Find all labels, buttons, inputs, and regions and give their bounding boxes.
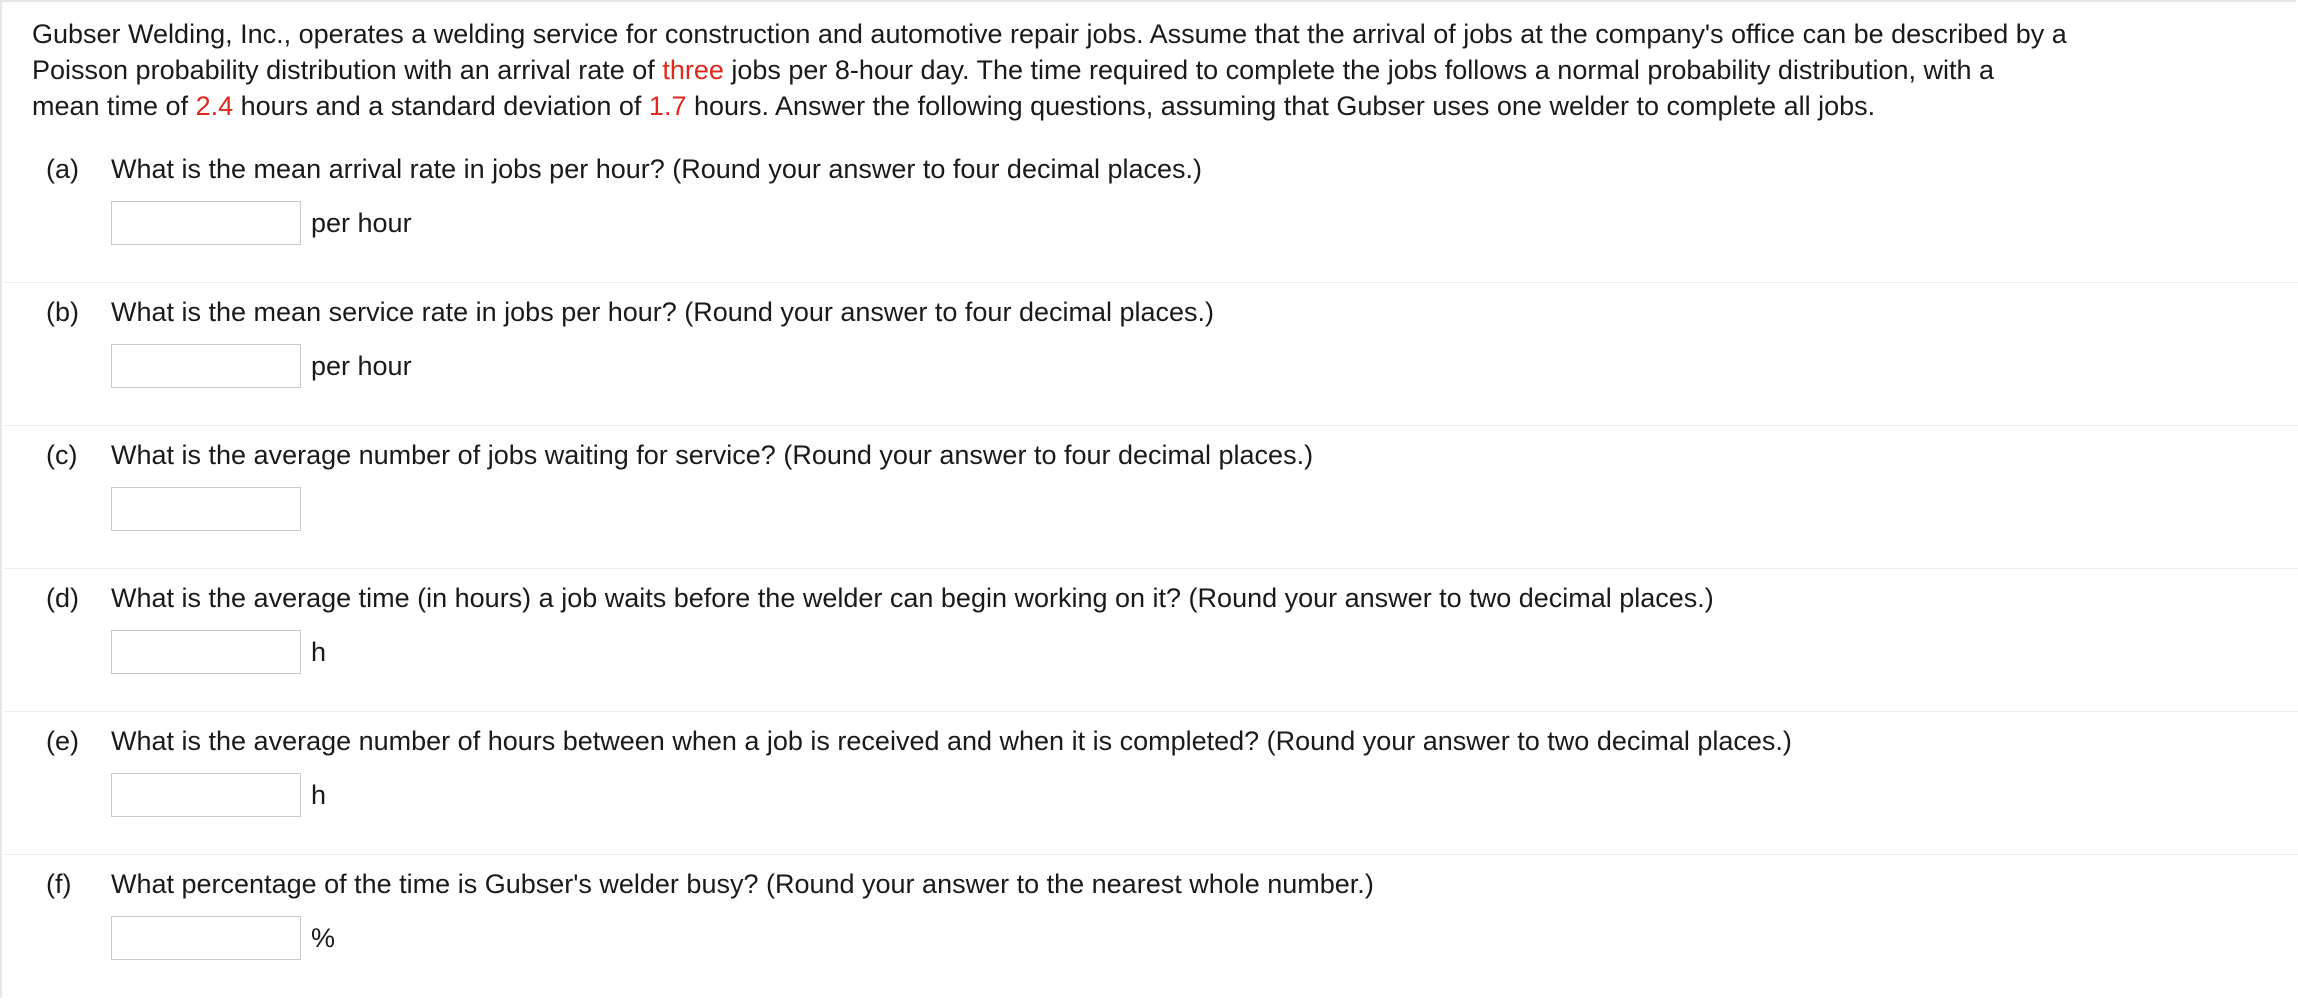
problem-text: Gubser Welding, Inc., operates a welding service for construction and automotive repair jobs. Assume that the arrival of jobs at the company's office can be described by a [32, 19, 2067, 49]
question-letter: (d) [46, 583, 79, 613]
problem-line-2 [32, 52, 2282, 88]
question-letter: (b) [46, 297, 79, 327]
std-dev-value: 1.7 [648, 91, 687, 121]
question-text: What is the average number of jobs waiting for service? (Round your answer to four decimal places.) [111, 440, 1314, 470]
question-letter: (f) [46, 869, 72, 899]
divider [4, 854, 2298, 855]
question-text: What is the mean service rate in jobs per hour? (Round your answer to four decimal places.) [111, 297, 1215, 327]
answer-input-a[interactable] [111, 201, 301, 245]
unit-label: h [311, 637, 327, 667]
answer-input-c[interactable] [111, 487, 301, 531]
problem-text: mean time of [32, 91, 196, 121]
answer-row [111, 916, 335, 960]
problem-text: hours and a standard deviation of [233, 91, 649, 121]
answer-input-e[interactable] [111, 773, 301, 817]
question-text: What is the average number of hours between when a job is received and when it is completed? (Round your answer to two decimal places.) [111, 726, 1792, 756]
unit-label: h [311, 780, 327, 810]
unit-label: % [311, 923, 336, 953]
answer-input-b[interactable] [111, 344, 301, 388]
arrival-rate-value: three [662, 55, 724, 85]
question-text: What is the mean arrival rate in jobs per hour? (Round your answer to four decimal places.) [111, 154, 1203, 184]
divider [4, 568, 2298, 569]
unit-label: per hour [311, 208, 412, 238]
problem-text: jobs per 8-hour day. The time required to complete the jobs follows a normal probability distribution, with a [723, 55, 1995, 85]
unit-label: per hour [311, 351, 412, 381]
question-text: What is the average time (in hours) a job waits before the welder can begin working on it? (Round your answer to two decimal places.) [111, 583, 1714, 613]
answer-row [111, 344, 412, 388]
mean-time-value: 2.4 [195, 91, 234, 121]
divider [4, 282, 2298, 283]
problem-text: Poisson probability distribution with an arrival rate of [32, 55, 663, 85]
answer-input-f[interactable] [111, 916, 301, 960]
question-text: What percentage of the time is Gubser's welder busy? (Round your answer to the nearest whole number.) [111, 869, 1374, 899]
answer-row [111, 487, 311, 531]
answer-row [111, 773, 326, 817]
question-letter: (a) [46, 154, 79, 184]
problem-line-3 [32, 88, 2282, 124]
question-letter: (c) [46, 440, 78, 470]
problem-line-1 [32, 16, 2282, 52]
divider [4, 711, 2298, 712]
answer-row [111, 630, 326, 674]
problem-text: hours. Answer the following questions, assuming that Gubser uses one welder to complete all jobs. [686, 91, 1876, 121]
answer-input-d[interactable] [111, 630, 301, 674]
divider [4, 425, 2298, 426]
question-letter: (e) [46, 726, 79, 756]
problem-statement [32, 16, 2282, 124]
answer-row [111, 201, 412, 245]
